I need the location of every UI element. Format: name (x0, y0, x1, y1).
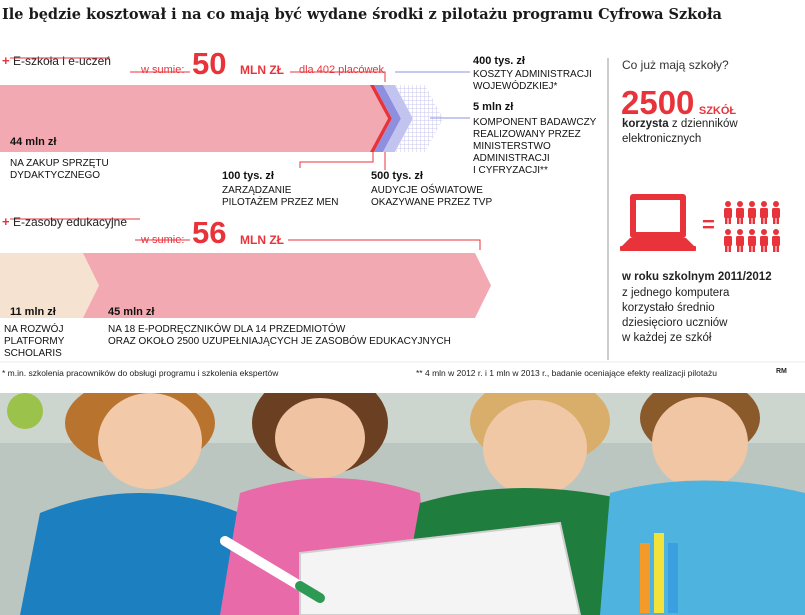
person-icon (760, 201, 768, 224)
segment-4-value: 500 tys. zł (371, 170, 423, 182)
person-icon (724, 229, 732, 252)
bar-segment-1 (0, 85, 388, 152)
people-group-icon (724, 201, 780, 252)
computer-ratio-graphic (618, 190, 798, 270)
person-icon (724, 201, 732, 224)
segment-2-caption: ZARZĄDZANIE PILOTAŻEM PRZEZ MEN (222, 185, 339, 208)
footnote-left: * m.in. szkolenia pracowników do obsługi programu i szkolenia ekspertów (2, 368, 279, 378)
segment-1-value: 44 mln zł (10, 136, 57, 148)
plus-icon: + (2, 53, 10, 68)
section-1-total-unit: MLN ZŁ (240, 63, 284, 77)
person-icon (772, 229, 780, 252)
section-1-bracket (130, 72, 385, 82)
segment-3-caption: KOSZTY ADMINISTRACJI WOJEWÓDZKIEJ* (473, 69, 592, 92)
schools-text: korzysta z dzienników elektronicznych (622, 118, 738, 145)
person-icon (736, 201, 744, 224)
section-2-label: + E-zasoby edukacyjne (2, 214, 128, 229)
photo-illustration (0, 393, 805, 615)
person-icon (772, 201, 780, 224)
plus-icon: + (2, 214, 10, 229)
section-1-total-prefix: w sumie: (141, 64, 185, 76)
segment-5-value: 5 mln zł (473, 101, 514, 113)
leader-line-2 (300, 152, 373, 168)
section-1-total-value: 50 (192, 46, 227, 81)
segment-5-caption: KOMPONENT BADAWCZY REALIZOWANY PRZEZ MINISTERSTWO ADMINISTRACJI I CYFRYZACJI** (473, 117, 597, 176)
person-icon (760, 229, 768, 252)
ratio-line-1: z jednego komputera (622, 287, 730, 299)
section-2-bracket (135, 240, 480, 250)
ratio-line-3: dziesięcioro uczniów (622, 317, 728, 329)
photo-children-tablet (0, 393, 805, 615)
segment-1-caption: NA ZAKUP SPRZĘTU DYDAKTYCZNEGO (10, 158, 109, 181)
section-2-total-unit: MLN ZŁ (240, 233, 284, 247)
schools-stat (621, 86, 736, 120)
footnote-right: ** 4 mln w 2012 r. i 1 mln w 2013 r., badanie oceniające efekty realizacji pilotażu (416, 368, 717, 378)
segment-6-value: 11 mln zł (10, 306, 56, 318)
section-2-total-prefix: w sumie: (141, 234, 185, 246)
segment-6-caption: NA ROZWÓJ PLATFORMY SCHOLARIS (4, 324, 65, 359)
laptop-icon (620, 194, 696, 251)
segment-3-value: 400 tys. zł (473, 55, 525, 67)
section-2-total-value: 56 (192, 215, 227, 250)
person-icon (736, 229, 744, 252)
credit: RM (776, 368, 787, 375)
segment-4-caption: AUDYCJE OŚWIATOWE OKAZYWANE PRZEZ TVP (371, 185, 493, 208)
section-1-total-note: dla 402 placówek (299, 64, 385, 76)
person-icon (748, 229, 756, 252)
segment-2-value: 100 tys. zł (222, 170, 274, 182)
person-icon (748, 201, 756, 224)
page-title: Ile będzie kosztował i na co mają być wydane środki z pilotażu programu Cyfrowa Szkoła (2, 6, 722, 23)
segment-7-caption: NA 18 E-PODRĘCZNIKÓW DLA 14 PRZEDMIOTÓW ORAZ OKOŁO 2500 UZUPEŁNIAJĄCYCH JE ZASOBÓW EDUKACYJNYCH (108, 324, 451, 347)
segment-7-value: 45 mln zł (108, 306, 155, 318)
ratio-line-2: korzystało średnio (622, 302, 715, 314)
right-question: Co już mają szkoły? (622, 58, 729, 72)
schools-word: SZKÓŁ (698, 105, 737, 117)
section-1-label: + E-szkoła i e-uczeń (2, 53, 111, 68)
equals-sign: = (702, 212, 715, 237)
year-text: w roku szkolnym 2011/2012 (622, 271, 772, 283)
schools-number: 2500 (621, 84, 695, 121)
ratio-line-4: w każdej ze szkół (622, 332, 712, 344)
